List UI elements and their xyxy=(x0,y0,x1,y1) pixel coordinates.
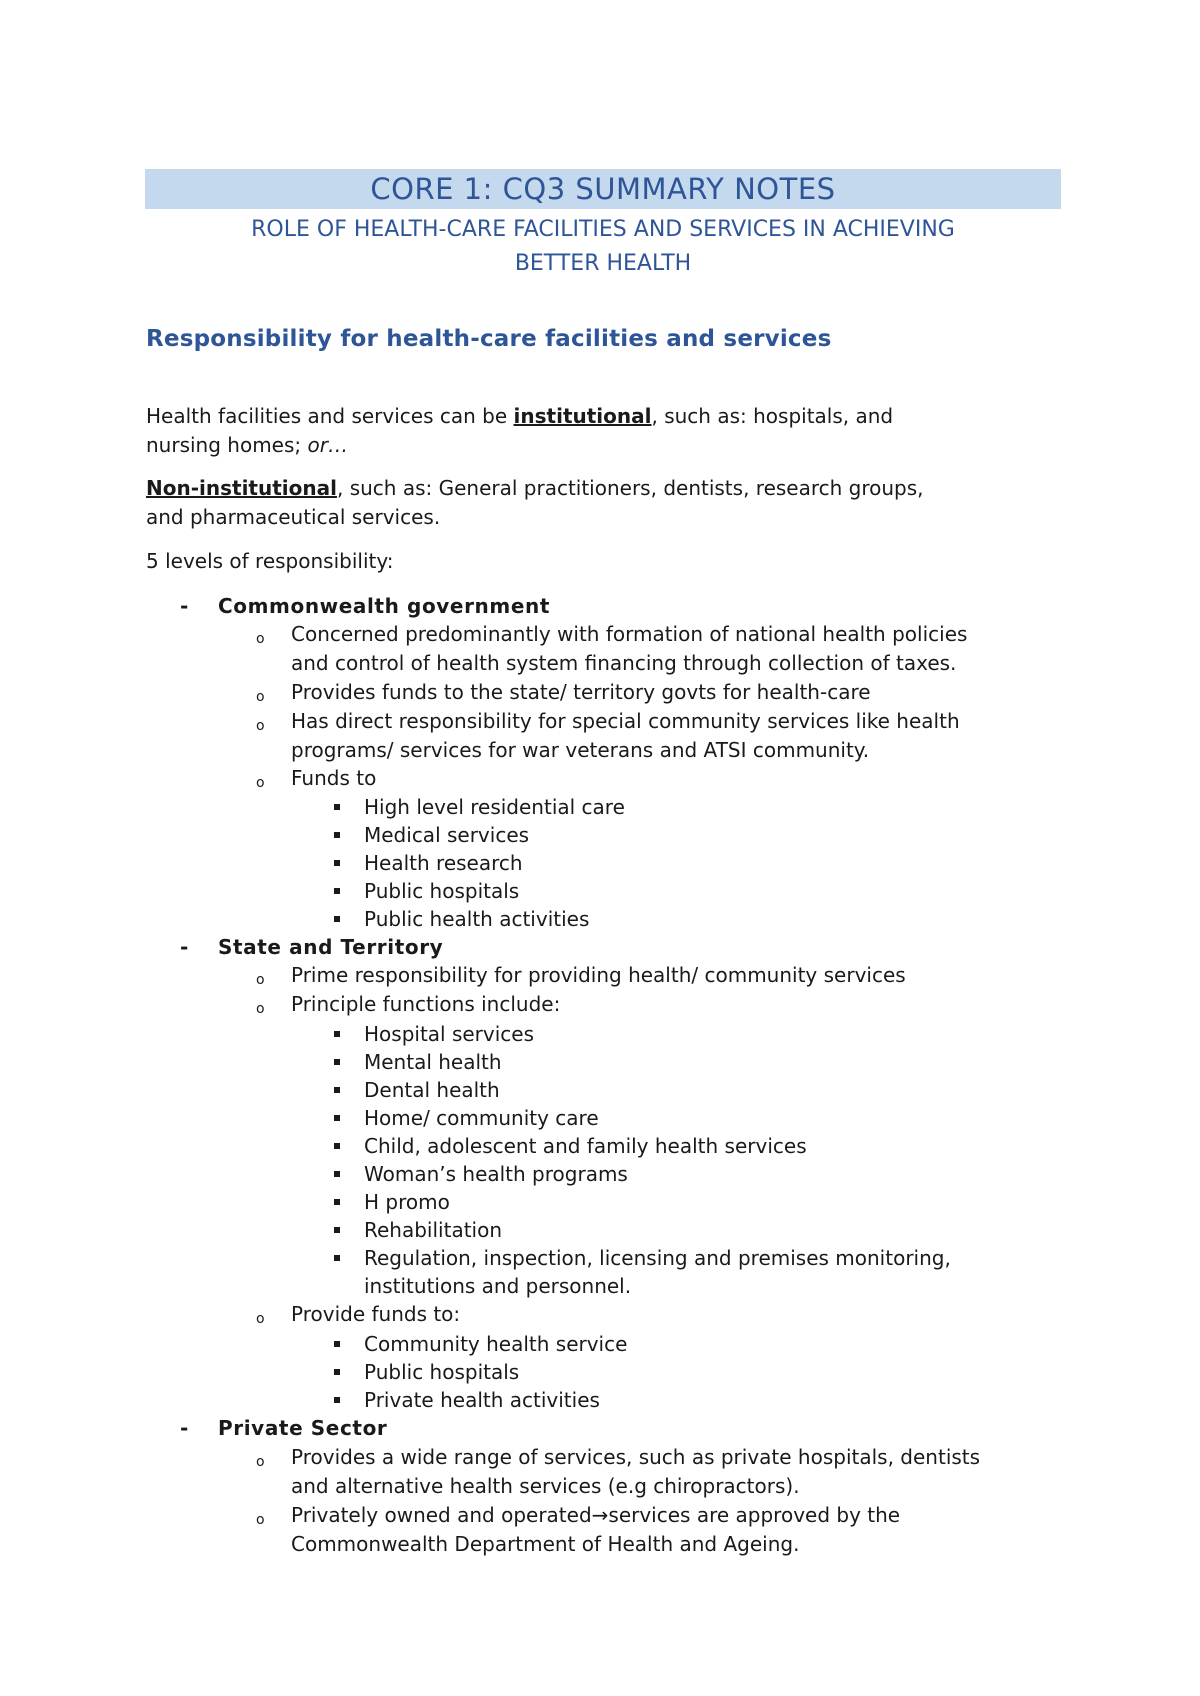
commonwealth-fund: Health research xyxy=(364,851,523,875)
commonwealth-point: Funds to xyxy=(291,766,377,790)
list-item-continuation xyxy=(0,1530,1200,1558)
private-point: Provides a wide range of services, such as private hospitals, dentists xyxy=(291,1445,981,1469)
list-item xyxy=(0,1104,1200,1132)
list-item xyxy=(0,849,1200,877)
list-item-continuation xyxy=(0,736,1200,764)
state-function: institutions and personnel. xyxy=(364,1274,632,1298)
square-bullet-icon xyxy=(334,1199,340,1205)
state-function: Mental health xyxy=(364,1050,502,1074)
subtitle-line-1: ROLE OF HEALTH-CARE FACILITIES AND SERVICES IN ACHIEVING xyxy=(251,217,955,242)
circle-bullet: o xyxy=(256,972,265,988)
commonwealth-point: Provides funds to the state/ territory govts for health-care xyxy=(291,680,871,704)
list-item xyxy=(0,877,1200,905)
list-item xyxy=(0,1501,1200,1529)
state-function: Rehabilitation xyxy=(364,1218,503,1242)
paragraph-levels-intro: 5 levels of responsibility: xyxy=(146,549,394,573)
square-bullet-icon xyxy=(334,1115,340,1121)
state-fund: Community health service xyxy=(364,1332,628,1356)
commonwealth-point: Has direct responsibility for special community services like health xyxy=(291,709,960,733)
list-item xyxy=(0,905,1200,933)
square-bullet-icon xyxy=(334,888,340,894)
list-item xyxy=(0,990,1200,1018)
square-bullet-icon xyxy=(334,916,340,922)
list-item xyxy=(0,1048,1200,1076)
circle-bullet: o xyxy=(256,689,265,705)
state-funds-label: Provide funds to: xyxy=(291,1302,461,1326)
circle-bullet: o xyxy=(256,1001,265,1017)
non-institutional-term: Non-institutional xyxy=(146,476,337,500)
commonwealth-fund: Public hospitals xyxy=(364,879,520,903)
dash-bullet: - xyxy=(180,935,189,959)
commonwealth-point: Concerned predominantly with formation of national health policies xyxy=(291,622,968,646)
commonwealth-label: Commonwealth government xyxy=(218,594,550,618)
list-item-commonwealth xyxy=(0,592,1200,620)
dash-bullet: - xyxy=(180,594,189,618)
square-bullet-icon xyxy=(334,1031,340,1037)
commonwealth-fund: Public health activities xyxy=(364,907,590,931)
square-bullet-icon xyxy=(334,1143,340,1149)
square-bullet-icon xyxy=(334,1227,340,1233)
list-item xyxy=(0,1386,1200,1414)
state-function: Regulation, inspection, licensing and premises monitoring, xyxy=(364,1246,951,1270)
para2-line2: and pharmaceutical services. xyxy=(146,505,441,529)
private-point: Commonwealth Department of Health and Ageing. xyxy=(291,1532,800,1556)
state-function: Home/ community care xyxy=(364,1106,599,1130)
para1-prefix: Health facilities and services can be xyxy=(146,404,514,428)
circle-bullet: o xyxy=(256,775,265,791)
state-point: Prime responsibility for providing health/ community services xyxy=(291,963,906,987)
private-label: Private Sector xyxy=(218,1416,388,1440)
list-item xyxy=(0,1188,1200,1216)
square-bullet-icon xyxy=(334,832,340,838)
paragraph-institutional xyxy=(146,402,1076,460)
list-item-continuation xyxy=(0,649,1200,677)
subtitle-line-2: BETTER HEALTH xyxy=(514,251,692,276)
list-item xyxy=(0,1443,1200,1471)
state-label: State and Territory xyxy=(218,935,444,959)
square-bullet-icon xyxy=(334,1341,340,1347)
list-item xyxy=(0,1216,1200,1244)
commonwealth-point: programs/ services for war veterans and ATSI community. xyxy=(291,738,870,762)
document-subtitle xyxy=(145,213,1061,281)
square-bullet-icon xyxy=(334,1059,340,1065)
private-point: and alternative health services (e.g chiropractors). xyxy=(291,1474,800,1498)
list-item-continuation xyxy=(0,1472,1200,1500)
commonwealth-fund: High level residential care xyxy=(364,795,625,819)
list-item xyxy=(0,1330,1200,1358)
paragraph-non-institutional xyxy=(146,474,1076,532)
square-bullet-icon xyxy=(334,860,340,866)
list-item xyxy=(0,1076,1200,1104)
list-item-continuation xyxy=(0,1272,1200,1300)
para1-line2: nursing homes; xyxy=(146,433,308,457)
dash-bullet: - xyxy=(180,1416,189,1440)
list-item xyxy=(0,764,1200,792)
list-item xyxy=(0,961,1200,989)
square-bullet-icon xyxy=(334,1087,340,1093)
state-function: Hospital services xyxy=(364,1022,535,1046)
circle-bullet: o xyxy=(256,718,265,734)
list-item xyxy=(0,707,1200,735)
document-title: CORE 1: CQ3 SUMMARY NOTES xyxy=(145,169,1061,209)
list-item xyxy=(0,821,1200,849)
circle-bullet: o xyxy=(256,1454,265,1470)
state-function: Dental health xyxy=(364,1078,500,1102)
list-item xyxy=(0,678,1200,706)
list-item xyxy=(0,620,1200,648)
para1-italic: or… xyxy=(307,433,348,457)
circle-bullet: o xyxy=(256,1512,265,1528)
list-item-private xyxy=(0,1414,1200,1442)
square-bullet-icon xyxy=(334,804,340,810)
list-item xyxy=(0,1358,1200,1386)
square-bullet-icon xyxy=(334,1369,340,1375)
square-bullet-icon xyxy=(334,1397,340,1403)
state-fund: Private health activities xyxy=(364,1388,600,1412)
list-item xyxy=(0,793,1200,821)
list-item xyxy=(0,1244,1200,1272)
private-point: Privately owned and operated→services are approved by the xyxy=(291,1503,901,1527)
list-item xyxy=(0,1300,1200,1328)
circle-bullet: o xyxy=(256,1311,265,1327)
para1-suffix: , such as: hospitals, and xyxy=(651,404,894,428)
section-heading: Responsibility for health-care facilities and services xyxy=(146,326,832,352)
state-point: Principle functions include: xyxy=(291,992,561,1016)
para2-suffix: , such as: General practitioners, dentists, research groups, xyxy=(336,476,924,500)
square-bullet-icon xyxy=(334,1255,340,1261)
institutional-term: institutional xyxy=(513,404,652,428)
state-function: Child, adolescent and family health services xyxy=(364,1134,807,1158)
list-item xyxy=(0,1160,1200,1188)
commonwealth-fund: Medical services xyxy=(364,823,530,847)
state-function: Woman’s health programs xyxy=(364,1162,628,1186)
state-fund: Public hospitals xyxy=(364,1360,520,1384)
commonwealth-point: and control of health system financing through collection of taxes. xyxy=(291,651,957,675)
list-item xyxy=(0,1020,1200,1048)
list-item xyxy=(0,1132,1200,1160)
list-item-state xyxy=(0,933,1200,961)
circle-bullet: o xyxy=(256,631,265,647)
square-bullet-icon xyxy=(334,1171,340,1177)
state-function: H promo xyxy=(364,1190,450,1214)
